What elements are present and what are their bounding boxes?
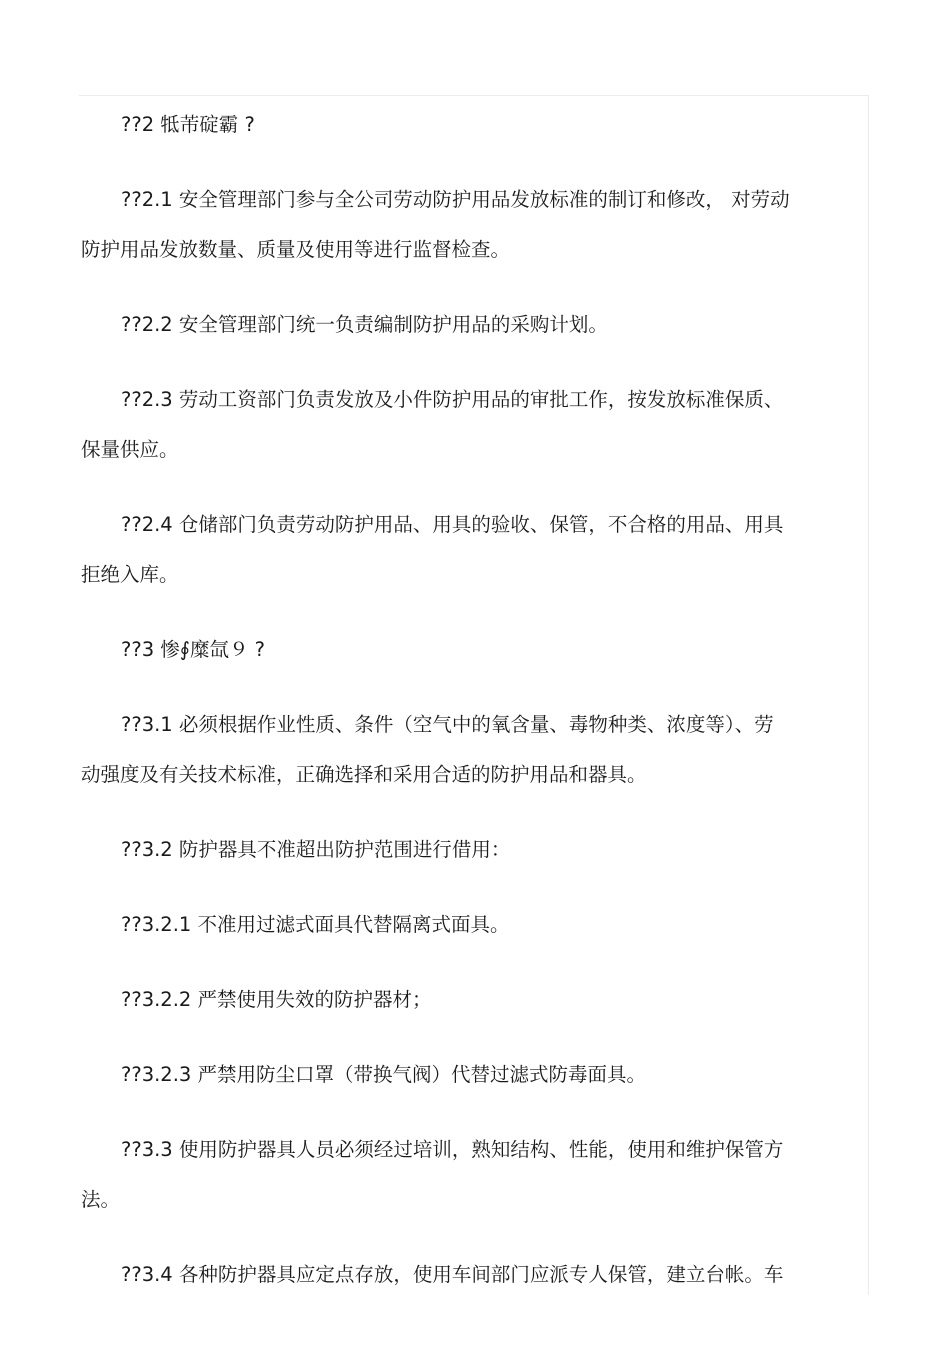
text-line: 拒绝入库。 [81, 563, 179, 586]
text-line: 防护用品发放数量、质量及使用等进行监督检查。 [81, 238, 511, 261]
text-line: ??3.2.3 严禁用防尘口罩（带换气阀）代替过滤式防毒面具。 [121, 1063, 647, 1086]
text-line: ??3 惨∮糜氙９ ? [121, 638, 266, 661]
text-line: ??3.3 使用防护器具人员必须经过培训，熟知结构、性能，使用和维护保管方 [121, 1138, 784, 1161]
paragraph-3-2-2 [81, 975, 871, 1025]
text-line: ??3.2 防护器具不准超出防护范围进行借用： [121, 838, 511, 861]
text-line: ??2 牴芾碇霸 ? [121, 113, 255, 136]
paragraph-3-2-1 [81, 900, 871, 950]
paragraph-3-2-3 [81, 1050, 871, 1100]
text-line: ??2.1 安全管理部门参与全公司劳动防护用品发放标准的制订和修改， 对劳动 [121, 188, 790, 211]
text-line: ??3.4 各种防护器具应定点存放，使用车间部门应派专人保管，建立台帐。车 [121, 1263, 784, 1286]
text-line: 保量供应。 [81, 438, 179, 461]
text-line: ??3.1 必须根据作业性质、条件（空气中的氧含量、毒物种类、浓度等）、劳 [121, 713, 774, 736]
text-line: ??3.2.2 严禁使用失效的防护器材； [121, 988, 432, 1011]
text-line: ??2.4 仓储部门负责劳动防护用品、用具的验收、保管，不合格的用品、用具 [121, 513, 784, 536]
document-body [81, 100, 871, 1300]
paragraph-2-2 [81, 300, 871, 350]
section-heading-2 [81, 100, 871, 150]
text-line: 法。 [81, 1188, 121, 1211]
section-heading-3 [81, 625, 871, 675]
paragraph-3-4 [81, 1250, 871, 1300]
text-line: ??2.3 劳动工资部门负责发放及小件防护用品的审批工作，按发放标准保质、 [121, 388, 784, 411]
text-line: ??3.2.1 不准用过滤式面具代替隔离式面具。 [121, 913, 510, 936]
paragraph-2-1 [81, 175, 871, 275]
text-line: ??2.2 安全管理部门统一负责编制防护用品的采购计划。 [121, 313, 608, 336]
paragraph-2-3 [81, 375, 871, 475]
paragraph-2-4 [81, 500, 871, 600]
paragraph-3-2 [81, 825, 871, 875]
paragraph-3-3 [81, 1125, 871, 1225]
text-line: 动强度及有关技术标准，正确选择和采用合适的防护用品和器具。 [81, 763, 647, 786]
paragraph-3-1 [81, 700, 871, 800]
